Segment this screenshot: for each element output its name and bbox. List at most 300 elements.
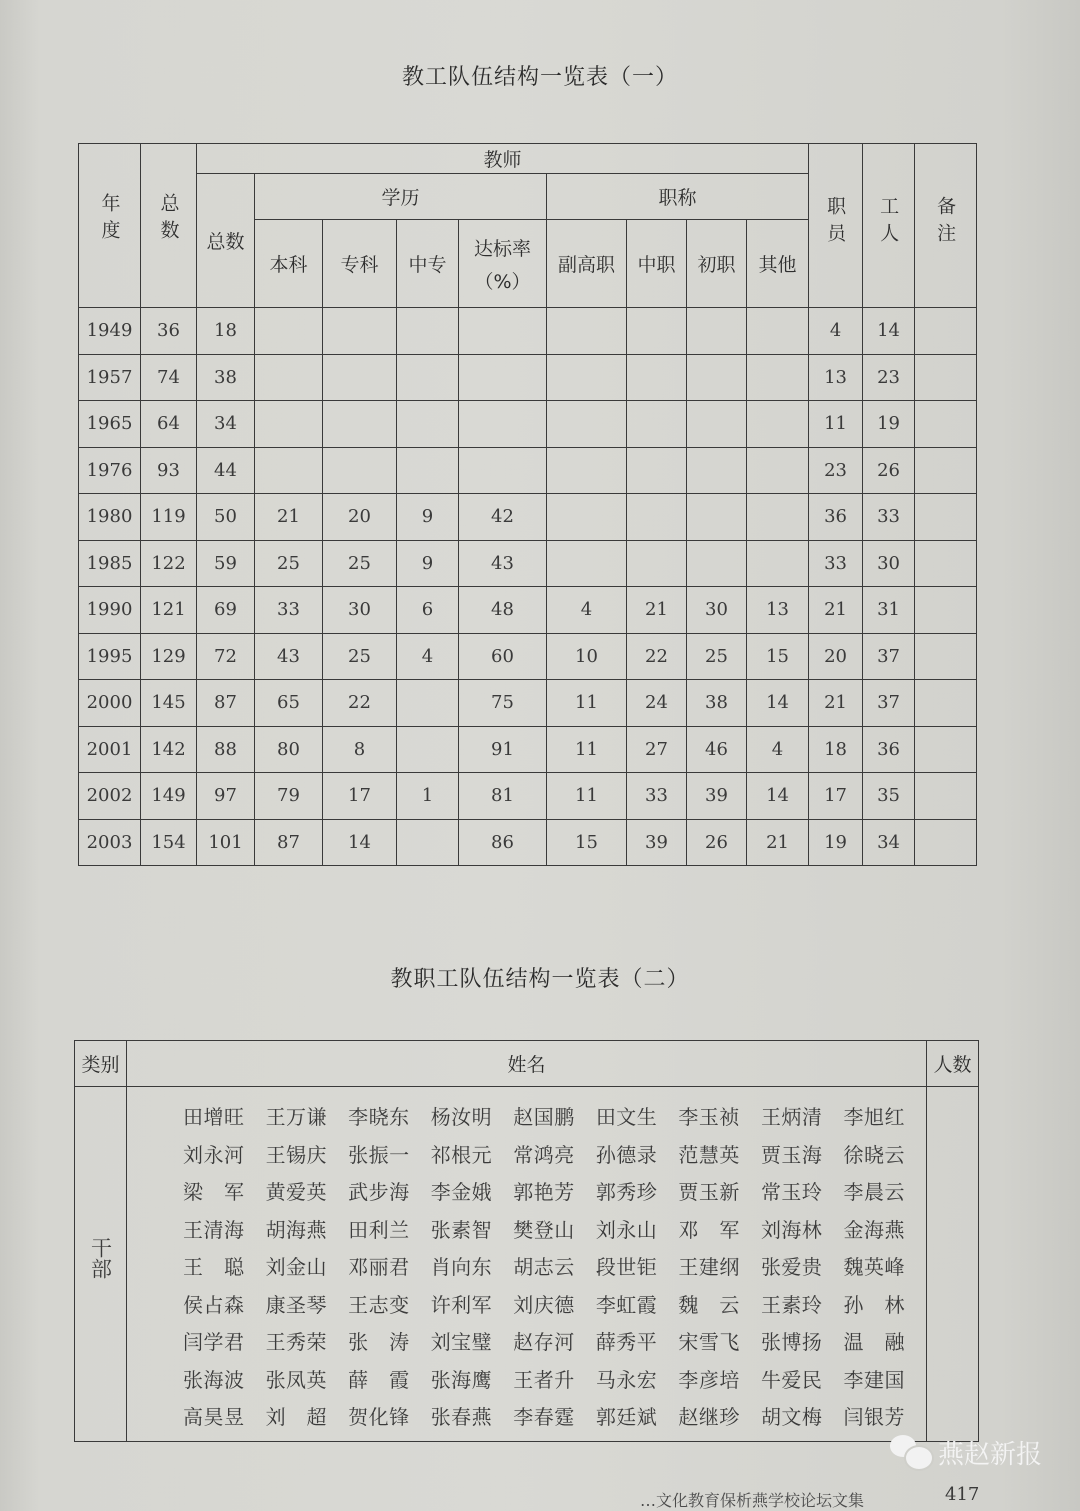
cell-remarks xyxy=(915,633,977,680)
cell-staff: 4 xyxy=(809,308,863,355)
name-row xyxy=(183,1172,926,1210)
person-name: 孙德录 xyxy=(595,1142,658,1167)
cell-remarks xyxy=(915,726,977,773)
cell-assoc-senior xyxy=(547,494,627,541)
cell-remarks xyxy=(915,680,977,727)
name-row xyxy=(183,1097,926,1135)
table-row xyxy=(79,819,977,866)
table-row xyxy=(79,494,977,541)
cell-associate: 20 xyxy=(323,494,397,541)
person-name: 胡文梅 xyxy=(760,1405,823,1430)
footer-text: …文化教育保析燕学校论坛文集 xyxy=(640,1491,865,1510)
cell-rate: 42 xyxy=(459,494,547,541)
cell-total: 154 xyxy=(141,819,197,866)
cell-associate: 17 xyxy=(323,773,397,820)
cell-junior xyxy=(687,401,747,448)
cell-secondary xyxy=(397,308,459,355)
cell-assoc-senior xyxy=(547,354,627,401)
person-name: 武步海 xyxy=(348,1180,410,1205)
cell-other xyxy=(747,401,809,448)
count-cell xyxy=(927,1087,979,1442)
person-name: 王 聪 xyxy=(183,1255,245,1280)
person-name: 赵继珍 xyxy=(678,1405,740,1430)
cell-secondary xyxy=(397,447,459,494)
staff-structure-table-2 xyxy=(74,1040,979,1442)
cell-assoc-senior: 11 xyxy=(547,726,627,773)
cell-staff: 33 xyxy=(809,540,863,587)
person-name: 李晨云 xyxy=(843,1180,905,1205)
cell-worker: 23 xyxy=(863,354,915,401)
header-year: 年度 xyxy=(79,144,141,308)
person-name: 张爱贵 xyxy=(760,1255,823,1280)
cell-secondary: 4 xyxy=(397,633,459,680)
table1-title: 教工队伍结构一览表（一） xyxy=(401,65,678,90)
person-name: 刘海林 xyxy=(760,1217,823,1242)
cell-rate xyxy=(459,354,547,401)
cell-rate: 81 xyxy=(459,773,547,820)
header-category: 类别 xyxy=(75,1041,127,1087)
cell-rate: 86 xyxy=(459,819,547,866)
cell-worker: 36 xyxy=(863,726,915,773)
cell-associate: 30 xyxy=(323,587,397,634)
person-name: 刘永河 xyxy=(183,1142,245,1167)
cell-staff: 21 xyxy=(809,587,863,634)
cell-remarks xyxy=(915,819,977,866)
person-name: 贺化锋 xyxy=(348,1405,410,1430)
cell-rate xyxy=(459,447,547,494)
cell-total: 64 xyxy=(141,401,197,448)
person-name: 郭秀珍 xyxy=(595,1180,658,1205)
person-name: 徐晓云 xyxy=(843,1142,905,1167)
cell-bachelor xyxy=(255,401,323,448)
cell-rate xyxy=(459,308,547,355)
person-name: 王建纲 xyxy=(678,1255,740,1280)
person-name: 张博扬 xyxy=(760,1330,823,1355)
name-row xyxy=(183,1247,926,1285)
cell-total: 121 xyxy=(141,587,197,634)
person-name: 邓 军 xyxy=(678,1217,740,1242)
cell-staff: 36 xyxy=(809,494,863,541)
cell-year: 2000 xyxy=(79,680,141,727)
person-name: 高昊昱 xyxy=(183,1405,245,1430)
cell-rate: 60 xyxy=(459,633,547,680)
cell-teacher-total: 59 xyxy=(197,540,255,587)
cell-associate xyxy=(323,308,397,355)
cell-intermediate xyxy=(627,494,687,541)
cell-assoc-senior xyxy=(547,401,627,448)
table-row xyxy=(79,633,977,680)
cell-junior: 26 xyxy=(687,819,747,866)
header-count: 人数 xyxy=(927,1041,979,1087)
cell-remarks xyxy=(915,587,977,634)
table-row xyxy=(79,401,977,448)
cell-intermediate: 21 xyxy=(627,587,687,634)
cell-other: 13 xyxy=(747,587,809,634)
person-name: 田增旺 xyxy=(183,1105,245,1130)
cell-worker: 33 xyxy=(863,494,915,541)
cell-assoc-senior: 10 xyxy=(547,633,627,680)
person-name: 刘永山 xyxy=(595,1217,658,1242)
header-assoc-senior: 副高职 xyxy=(547,220,627,308)
person-name: 许利军 xyxy=(430,1292,493,1317)
names-list xyxy=(127,1087,927,1442)
cell-junior xyxy=(687,494,747,541)
person-name: 侯占森 xyxy=(183,1292,245,1317)
person-name: 孙 林 xyxy=(843,1292,905,1317)
person-name: 刘金山 xyxy=(265,1255,328,1280)
person-name: 祁根元 xyxy=(430,1142,493,1167)
table-row xyxy=(79,308,977,355)
cell-associate xyxy=(323,401,397,448)
cell-remarks xyxy=(915,308,977,355)
cell-year: 1995 xyxy=(79,633,141,680)
cell-staff: 23 xyxy=(809,447,863,494)
person-name: 常鸿亮 xyxy=(513,1142,575,1167)
cell-total: 93 xyxy=(141,447,197,494)
table-row xyxy=(79,540,977,587)
table-row xyxy=(79,447,977,494)
person-name: 王秀荣 xyxy=(265,1330,328,1355)
person-name: 郭廷斌 xyxy=(595,1405,658,1430)
cell-secondary xyxy=(397,726,459,773)
cell-junior xyxy=(687,308,747,355)
watermark-text: 燕赵新报 xyxy=(938,1440,1043,1470)
person-name: 李玉祯 xyxy=(678,1105,740,1130)
cell-assoc-senior: 11 xyxy=(547,773,627,820)
name-row xyxy=(183,1322,926,1360)
cell-staff: 20 xyxy=(809,633,863,680)
cell-remarks xyxy=(915,354,977,401)
person-name: 魏英峰 xyxy=(843,1255,905,1280)
cell-worker: 35 xyxy=(863,773,915,820)
cell-assoc-senior xyxy=(547,308,627,355)
header-teacher-total: 总数 xyxy=(197,174,255,308)
cell-staff: 21 xyxy=(809,680,863,727)
cell-other xyxy=(747,308,809,355)
person-name: 金海燕 xyxy=(843,1217,905,1242)
header-staff: 职员 xyxy=(809,144,863,308)
cell-staff: 18 xyxy=(809,726,863,773)
cell-secondary: 9 xyxy=(397,540,459,587)
cell-year: 1949 xyxy=(79,308,141,355)
cell-rate: 43 xyxy=(459,540,547,587)
cell-other: 14 xyxy=(747,680,809,727)
cell-year: 2003 xyxy=(79,819,141,866)
header-bachelor: 本科 xyxy=(255,220,323,308)
person-name: 李金娥 xyxy=(430,1180,493,1205)
cell-intermediate: 24 xyxy=(627,680,687,727)
cell-worker: 31 xyxy=(863,587,915,634)
cell-intermediate xyxy=(627,447,687,494)
cell-teacher-total: 50 xyxy=(197,494,255,541)
cell-teacher-total: 18 xyxy=(197,308,255,355)
cell-remarks xyxy=(915,401,977,448)
person-name: 田文生 xyxy=(595,1105,658,1130)
person-name: 康圣琴 xyxy=(265,1292,328,1317)
cell-junior: 39 xyxy=(687,773,747,820)
cell-assoc-senior xyxy=(547,540,627,587)
cell-worker: 37 xyxy=(863,633,915,680)
person-name: 张春燕 xyxy=(430,1405,493,1430)
cell-total: 149 xyxy=(141,773,197,820)
cell-junior: 38 xyxy=(687,680,747,727)
cell-junior: 46 xyxy=(687,726,747,773)
table-row xyxy=(79,773,977,820)
person-name: 王锡庆 xyxy=(265,1142,328,1167)
cell-other xyxy=(747,540,809,587)
table2-title: 教职工队伍结构一览表（二） xyxy=(390,967,690,992)
cell-intermediate xyxy=(627,354,687,401)
cell-secondary xyxy=(397,680,459,727)
page-number: 417 xyxy=(945,1484,980,1505)
cell-total: 145 xyxy=(141,680,197,727)
cell-intermediate xyxy=(627,401,687,448)
cell-assoc-senior: 15 xyxy=(547,819,627,866)
header-worker: 工人 xyxy=(863,144,915,308)
person-name: 王万谦 xyxy=(265,1105,328,1130)
header-education-group: 学历 xyxy=(255,174,547,220)
cell-worker: 26 xyxy=(863,447,915,494)
cell-secondary: 6 xyxy=(397,587,459,634)
person-name: 李建国 xyxy=(843,1367,905,1392)
cell-secondary: 9 xyxy=(397,494,459,541)
person-name: 温 融 xyxy=(843,1330,905,1355)
person-name: 田利兰 xyxy=(348,1217,410,1242)
name-row xyxy=(183,1285,926,1323)
header-title-group: 职称 xyxy=(547,174,809,220)
cell-associate: 25 xyxy=(323,540,397,587)
cell-secondary xyxy=(397,354,459,401)
table-row xyxy=(79,354,977,401)
cell-junior xyxy=(687,354,747,401)
cell-worker: 37 xyxy=(863,680,915,727)
name-row xyxy=(183,1360,926,1398)
cell-teacher-total: 69 xyxy=(197,587,255,634)
person-name: 张素智 xyxy=(430,1217,493,1242)
cell-junior: 30 xyxy=(687,587,747,634)
header-names: 姓名 xyxy=(127,1041,927,1087)
cell-staff: 17 xyxy=(809,773,863,820)
cell-bachelor xyxy=(255,447,323,494)
wechat-icon xyxy=(890,1435,932,1471)
cell-year: 1980 xyxy=(79,494,141,541)
cell-associate: 22 xyxy=(323,680,397,727)
person-name: 王志变 xyxy=(348,1292,410,1317)
cell-bachelor: 65 xyxy=(255,680,323,727)
cell-junior xyxy=(687,447,747,494)
cell-bachelor: 87 xyxy=(255,819,323,866)
person-name: 范慧英 xyxy=(678,1142,740,1167)
cell-intermediate xyxy=(627,308,687,355)
person-name: 贾玉新 xyxy=(678,1180,740,1205)
person-name: 张海鹰 xyxy=(430,1367,493,1392)
person-name: 牛爱民 xyxy=(760,1367,823,1392)
header-teacher-group: 教师 xyxy=(197,144,809,174)
person-name: 宋雪飞 xyxy=(678,1330,740,1355)
person-name: 樊登山 xyxy=(513,1217,575,1242)
cell-total: 122 xyxy=(141,540,197,587)
watermark xyxy=(890,1434,1042,1471)
cell-intermediate: 22 xyxy=(627,633,687,680)
cell-associate: 25 xyxy=(323,633,397,680)
cell-total: 36 xyxy=(141,308,197,355)
cell-total: 119 xyxy=(141,494,197,541)
header-qualified-rate: 达标率 （%） xyxy=(459,220,547,308)
cell-secondary xyxy=(397,819,459,866)
cell-other xyxy=(747,494,809,541)
cell-remarks xyxy=(915,447,977,494)
cell-intermediate: 39 xyxy=(627,819,687,866)
cell-associate: 8 xyxy=(323,726,397,773)
person-name: 胡志云 xyxy=(513,1255,575,1280)
cell-remarks xyxy=(915,773,977,820)
person-name: 张振一 xyxy=(348,1142,410,1167)
category-cadre: 干部 xyxy=(75,1087,127,1442)
cell-staff: 19 xyxy=(809,819,863,866)
person-name: 贾玉海 xyxy=(760,1142,823,1167)
person-name: 魏 云 xyxy=(678,1292,740,1317)
person-name: 王素玲 xyxy=(760,1292,823,1317)
cell-remarks xyxy=(915,494,977,541)
table-row xyxy=(79,587,977,634)
cell-associate: 14 xyxy=(323,819,397,866)
cell-year: 2001 xyxy=(79,726,141,773)
cell-teacher-total: 38 xyxy=(197,354,255,401)
cell-bachelor xyxy=(255,354,323,401)
cell-assoc-senior: 4 xyxy=(547,587,627,634)
person-name: 闫学君 xyxy=(183,1330,245,1355)
cell-bachelor: 79 xyxy=(255,773,323,820)
person-name: 王清海 xyxy=(183,1217,245,1242)
person-name: 李晓东 xyxy=(348,1105,410,1130)
person-name: 常玉玲 xyxy=(760,1180,823,1205)
cell-intermediate: 27 xyxy=(627,726,687,773)
person-name: 邓丽君 xyxy=(348,1255,410,1280)
person-name: 王炳清 xyxy=(760,1105,823,1130)
cell-associate xyxy=(323,447,397,494)
cell-secondary xyxy=(397,401,459,448)
header-intermediate: 中职 xyxy=(627,220,687,308)
person-name: 段世钜 xyxy=(595,1255,658,1280)
person-name: 杨汝明 xyxy=(430,1105,493,1130)
cell-teacher-total: 34 xyxy=(197,401,255,448)
person-name: 梁 军 xyxy=(183,1180,245,1205)
cell-bachelor: 80 xyxy=(255,726,323,773)
person-name: 马永宏 xyxy=(595,1367,658,1392)
person-name: 张凤英 xyxy=(265,1367,328,1392)
cell-assoc-senior: 11 xyxy=(547,680,627,727)
cell-total: 129 xyxy=(141,633,197,680)
cell-teacher-total: 87 xyxy=(197,680,255,727)
person-name: 赵存河 xyxy=(513,1330,575,1355)
cell-other xyxy=(747,354,809,401)
cell-bachelor: 25 xyxy=(255,540,323,587)
cell-intermediate xyxy=(627,540,687,587)
header-secondary: 中专 xyxy=(397,220,459,308)
person-name: 李春霆 xyxy=(513,1405,575,1430)
cell-other: 15 xyxy=(747,633,809,680)
header-associate: 专科 xyxy=(323,220,397,308)
cell-total: 74 xyxy=(141,354,197,401)
cell-junior xyxy=(687,540,747,587)
cell-assoc-senior xyxy=(547,447,627,494)
cell-bachelor xyxy=(255,308,323,355)
staff-structure-table-1 xyxy=(78,143,977,866)
cell-bachelor: 21 xyxy=(255,494,323,541)
cell-teacher-total: 44 xyxy=(197,447,255,494)
name-row xyxy=(183,1210,926,1248)
cell-year: 1990 xyxy=(79,587,141,634)
cell-year: 1965 xyxy=(79,401,141,448)
person-name: 肖向东 xyxy=(430,1255,493,1280)
cell-year: 1985 xyxy=(79,540,141,587)
cell-associate xyxy=(323,354,397,401)
cell-intermediate: 33 xyxy=(627,773,687,820)
person-name: 张海波 xyxy=(183,1367,245,1392)
cell-teacher-total: 88 xyxy=(197,726,255,773)
person-name: 薛 霞 xyxy=(348,1367,410,1392)
header-junior: 初职 xyxy=(687,220,747,308)
person-name: 李旭红 xyxy=(843,1105,905,1130)
cell-staff: 13 xyxy=(809,354,863,401)
header-total: 总数 xyxy=(141,144,197,308)
cell-bachelor: 33 xyxy=(255,587,323,634)
person-name: 刘宝璧 xyxy=(430,1330,493,1355)
cell-worker: 34 xyxy=(863,819,915,866)
name-row xyxy=(183,1397,926,1435)
cell-other xyxy=(747,447,809,494)
person-name: 李虹霞 xyxy=(595,1292,658,1317)
person-name: 李彦培 xyxy=(678,1367,740,1392)
cell-worker: 30 xyxy=(863,540,915,587)
cell-bachelor: 43 xyxy=(255,633,323,680)
cell-other: 4 xyxy=(747,726,809,773)
table-row xyxy=(79,680,977,727)
cell-year: 2002 xyxy=(79,773,141,820)
cell-year: 1957 xyxy=(79,354,141,401)
header-other: 其他 xyxy=(747,220,809,308)
cell-other: 21 xyxy=(747,819,809,866)
person-name: 刘 超 xyxy=(265,1405,328,1430)
person-name: 赵国鹏 xyxy=(513,1105,575,1130)
person-name: 薛秀平 xyxy=(595,1330,658,1355)
cell-rate xyxy=(459,401,547,448)
person-name: 闫银芳 xyxy=(843,1405,905,1430)
table-row xyxy=(79,726,977,773)
cell-remarks xyxy=(915,540,977,587)
cell-total: 142 xyxy=(141,726,197,773)
cell-secondary: 1 xyxy=(397,773,459,820)
cell-junior: 25 xyxy=(687,633,747,680)
cell-rate: 48 xyxy=(459,587,547,634)
cell-teacher-total: 97 xyxy=(197,773,255,820)
person-name: 郭艳芳 xyxy=(513,1180,575,1205)
cell-worker: 19 xyxy=(863,401,915,448)
person-name: 张 涛 xyxy=(348,1330,410,1355)
header-remarks: 备注 xyxy=(915,144,977,308)
name-row xyxy=(183,1135,926,1173)
cell-teacher-total: 101 xyxy=(197,819,255,866)
cell-teacher-total: 72 xyxy=(197,633,255,680)
cell-worker: 14 xyxy=(863,308,915,355)
person-name: 胡海燕 xyxy=(265,1217,328,1242)
person-name: 王者升 xyxy=(513,1367,575,1392)
cell-year: 1976 xyxy=(79,447,141,494)
cell-rate: 75 xyxy=(459,680,547,727)
person-name: 黄爱英 xyxy=(265,1180,328,1205)
cell-rate: 91 xyxy=(459,726,547,773)
cell-other: 14 xyxy=(747,773,809,820)
